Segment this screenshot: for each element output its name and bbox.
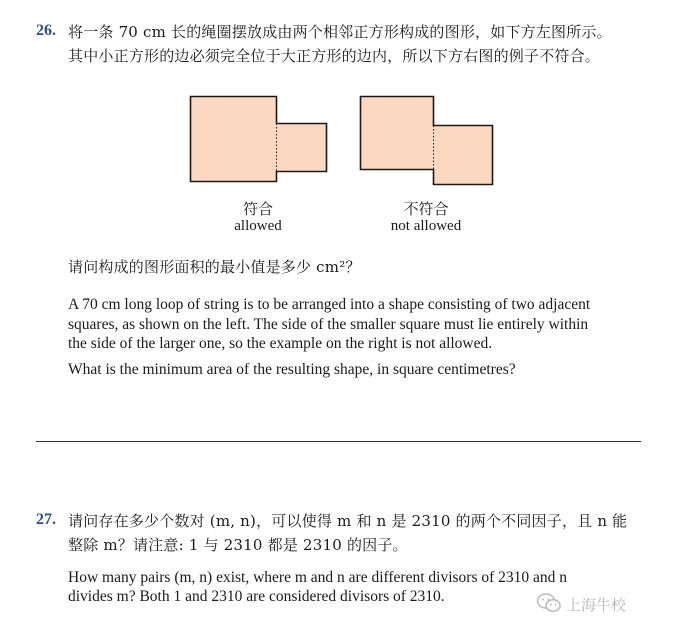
question-27-number: 27. [36, 511, 56, 528]
question-26-en-line-3: the side of the larger one, so the example on the right is not allowed. [68, 335, 493, 352]
question-27-en-line-2: divides m? Both 1 and 2310 are considered divisors of 2310. [68, 588, 445, 605]
question-27-en-line-1: How many pairs (m, n) exist, where m and n are different divisors of 2310 and n [68, 569, 568, 586]
question-27-cn-line-2: 整除 m？请注意: 1 与 2310 都是 2310 的因子。 [68, 536, 408, 554]
question-26-cn-line-2: 其中小正方形的边必须完全位于大正方形的边内，所以下方右图的例子不符合。 [68, 47, 601, 65]
wechat-icon [536, 592, 562, 614]
figures-svg [0, 0, 690, 200]
section-divider [36, 441, 641, 442]
figure-not-allowed [361, 97, 493, 185]
figure-allowed-outline [191, 97, 327, 182]
question-26-cn-line-1: 将一条 70 cm 长的绳圈摆放成由两个相邻正方形构成的图形，如下方左图所示。 [68, 23, 612, 41]
question-26-en-question: What is the minimum area of the resulting shape, in square centimetres? [68, 361, 516, 378]
watermark-text: 上海牛校 [566, 596, 627, 614]
figure-not-allowed-label-cn: 不符合 [403, 200, 449, 218]
question-26-cn-question: 请问构成的图形面积的最小值是多少 cm²？ [68, 258, 361, 276]
question-26-en-line-2: squares, as shown on the left. The side of the smaller square must lie entirely within [68, 316, 589, 333]
figure-allowed [191, 97, 327, 182]
figure-allowed-label-en: allowed [234, 218, 282, 234]
question-26-number: 26. [36, 22, 56, 39]
figure-allowed-label-cn: 符合 [242, 200, 273, 218]
question-26-en-line-1: A 70 cm long loop of string is to be arranged into a shape consisting of two adjacent [68, 296, 591, 313]
question-27-cn-line-1: 请问存在多少个数对 (m, n)，可以使得 m 和 n 是 2310 的两个不同因子，且 n 能 [68, 512, 628, 530]
figure-not-allowed-outline [361, 97, 493, 185]
figure-not-allowed-label-en: not allowed [390, 218, 462, 234]
